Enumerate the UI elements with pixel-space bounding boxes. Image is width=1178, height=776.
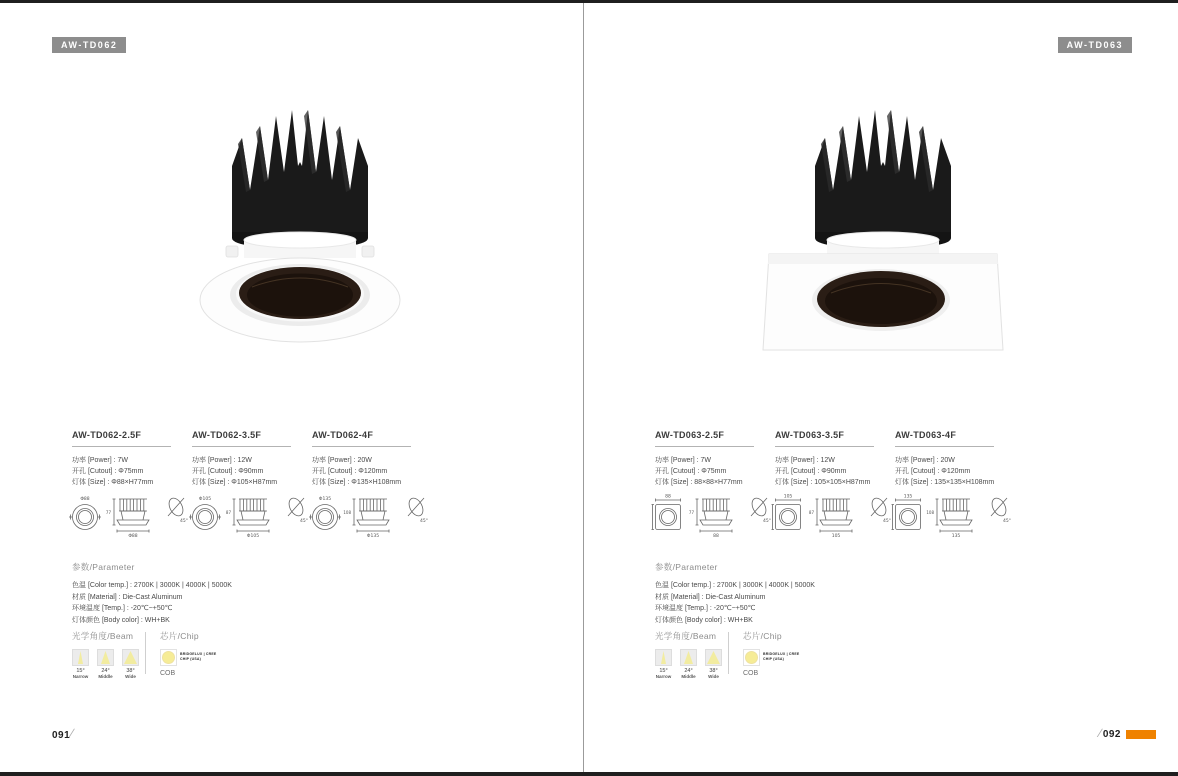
heatsink-fins: [815, 110, 951, 234]
beam-option-narrow: [72, 649, 89, 679]
model-column: [655, 430, 759, 488]
parameter-line-bodycolor: 灯体颜色 [Body color] : WH+BK: [655, 616, 753, 624]
spec-cutout: 开孔 [Cutout] : Φ75mm: [72, 468, 144, 475]
top-view-drawing: [652, 499, 681, 530]
beam-section-title: 光学角度/Beam: [655, 631, 717, 641]
beam-label: Middle: [98, 674, 113, 679]
side-view-drawing: [936, 499, 973, 533]
page-footer: [1098, 727, 1156, 741]
model-name: AW-TD062-2.5F: [72, 430, 171, 447]
beam-angle: 15°: [76, 668, 85, 674]
dim-height-label: 77: [105, 510, 111, 515]
dim-base-label: Φ135: [366, 534, 380, 538]
dim-height-label: 108: [926, 510, 934, 515]
tilt-angle-label: 45°: [180, 519, 188, 524]
model-column: [312, 430, 416, 488]
model-column: [192, 430, 296, 488]
spec-power: 功率 [Power] : 12W: [775, 457, 835, 464]
parameter-title: 参数/Parameter: [655, 562, 718, 572]
chip-type: COB: [743, 670, 759, 677]
product-series-badge: AW-TD062: [52, 37, 126, 53]
beam-option-middle: [680, 649, 697, 679]
beam-angle: 15°: [659, 668, 668, 674]
dim-width-label: Φ88: [80, 497, 90, 502]
chip-brand-line: CHIP (USA): [763, 656, 784, 661]
cob-chip-icon: [743, 649, 760, 666]
page-number: 091: [52, 730, 71, 741]
chip-section: [743, 630, 833, 677]
tilt-angle-label: 45°: [420, 519, 428, 524]
top-view-drawing: [69, 505, 101, 530]
chip-section-title: 芯片/Chip: [160, 631, 199, 641]
page-number: 092: [1102, 728, 1121, 740]
dim-width-label: Φ105: [198, 497, 212, 502]
parameter-section: [72, 561, 372, 626]
tilt-angle-icon: [869, 496, 889, 518]
beam-section: [655, 630, 725, 679]
tilt-angle-label: 45°: [883, 519, 891, 524]
reflector-recess: [812, 269, 950, 331]
parameter-line-temp: 环境温度 [Temp.] : -20℃~+50℃: [655, 605, 756, 612]
dimension-drawing: [308, 492, 435, 538]
side-view-drawing: [696, 499, 733, 533]
tilt-angle-icon: [989, 496, 1009, 518]
dim-base-label: Φ88: [128, 534, 138, 538]
beam-label: Narrow: [72, 674, 89, 679]
spec-cutout: 开孔 [Cutout] : Φ90mm: [775, 468, 847, 475]
spec-cutout: 开孔 [Cutout] : Φ120mm: [312, 468, 388, 475]
heatsink-fins: [232, 110, 368, 234]
model-name: AW-TD063-4F: [895, 430, 994, 447]
parameter-title: 参数/Parameter: [72, 562, 135, 572]
spec-size: 灯体 [Size] : 135×135×H108mm: [895, 479, 995, 486]
beam-section: [72, 630, 142, 679]
parameter-line-material: 材质 [Material] : Die-Cast Aluminum: [655, 593, 766, 601]
spec-size: 灯体 [Size] : 105×105×H87mm: [775, 479, 871, 486]
beam-narrow-icon: [655, 649, 672, 666]
model-name: AW-TD062-3.5F: [192, 430, 291, 447]
dim-height-label: 87: [225, 510, 231, 515]
tilt-angle-icon: [749, 496, 769, 518]
dimension-drawing: [891, 492, 1018, 538]
spec-size: 灯体 [Size] : Φ88×H77mm: [72, 479, 154, 486]
side-view-drawing: [113, 499, 150, 533]
beam-middle-icon: [97, 649, 114, 666]
model-column: [895, 430, 999, 488]
model-name: AW-TD063-2.5F: [655, 430, 754, 447]
spec-power: 功率 [Power] : 12W: [192, 457, 252, 464]
top-view-drawing: [189, 505, 221, 530]
footer-accent-bar: [1126, 730, 1156, 739]
chip-brand-line: BRIDGELUX | CREE: [763, 652, 800, 656]
dim-width-label: 135: [903, 494, 913, 500]
beam-option-narrow: [655, 649, 672, 679]
beam-narrow-icon: [72, 649, 89, 666]
dimension-drawing: [188, 492, 315, 538]
beam-wide-icon: [122, 649, 139, 666]
chip-section: [160, 630, 250, 677]
chip-brand-line: BRIDGELUX | CREE: [180, 652, 217, 656]
beam-option-wide: [122, 649, 139, 679]
beam-angle: 38°: [126, 668, 135, 674]
parameter-line-temp: 环境温度 [Temp.] : -20℃~+50℃: [72, 605, 173, 612]
tilt-angle-icon: [166, 496, 186, 518]
chip-section-title: 芯片/Chip: [743, 631, 782, 641]
beam-chip-divider: [728, 632, 729, 674]
dimension-drawing: [651, 492, 778, 538]
beam-section-title: 光学角度/Beam: [72, 631, 134, 641]
dimension-drawing: [771, 492, 898, 538]
spec-power: 功率 [Power] : 20W: [895, 457, 955, 464]
beam-angle: 38°: [709, 668, 718, 674]
beam-label: Middle: [681, 674, 696, 679]
parameter-line-colortemp: 色温 [Color temp.] : 2700K | 3000K | 4000K | 5000K: [655, 582, 815, 589]
beam-angle: 24°: [101, 668, 110, 674]
dimension-drawing: [68, 492, 195, 538]
model-column: [72, 430, 176, 488]
dim-base-label: 88: [713, 534, 719, 538]
model-name: AW-TD062-4F: [312, 430, 411, 447]
dim-width-label: 88: [665, 494, 671, 500]
beam-middle-icon: [680, 649, 697, 666]
side-view-drawing: [816, 499, 853, 533]
product-photo-square-downlight: [751, 88, 1015, 360]
trim-collar: [827, 232, 939, 254]
spec-size: 灯体 [Size] : Φ105×H87mm: [192, 479, 278, 486]
dim-base-label: Φ105: [246, 534, 260, 538]
tilt-angle-label: 45°: [763, 519, 771, 524]
spec-cutout: 开孔 [Cutout] : Φ90mm: [192, 468, 264, 475]
model-column: [775, 430, 879, 488]
beam-label: Wide: [708, 674, 719, 679]
beam-label: Narrow: [655, 674, 672, 679]
spec-size: 灯体 [Size] : 88×88×H77mm: [655, 479, 743, 486]
page-number-slash: ∕: [1099, 726, 1102, 740]
dim-base-label: 135: [951, 534, 961, 538]
chip-type: COB: [160, 670, 176, 677]
spec-power: 功率 [Power] : 20W: [312, 457, 372, 464]
dim-height-label: 87: [808, 510, 814, 515]
tilt-angle-icon: [286, 496, 306, 518]
dim-height-label: 77: [688, 510, 694, 515]
beam-option-middle: [97, 649, 114, 679]
top-view-drawing: [772, 499, 801, 530]
parameter-line-material: 材质 [Material] : Die-Cast Aluminum: [72, 593, 183, 601]
cob-chip-icon: [160, 649, 177, 666]
beam-option-wide: [705, 649, 722, 679]
dim-width-label: 105: [783, 494, 793, 500]
side-view-drawing: [353, 499, 390, 533]
spec-cutout: 开孔 [Cutout] : Φ120mm: [895, 468, 971, 475]
chip-brand-line: CHIP (USA): [180, 656, 201, 661]
page-right: [583, 0, 1178, 776]
model-name: AW-TD063-3.5F: [775, 430, 874, 447]
parameter-line-colortemp: 色温 [Color temp.] : 2700K | 3000K | 4000K | 5000K: [72, 582, 232, 589]
tilt-angle-label: 45°: [300, 519, 308, 524]
product-photo-round-downlight: [168, 88, 432, 360]
side-view-drawing: [233, 499, 270, 533]
page-left: [0, 0, 583, 776]
beam-wide-icon: [705, 649, 722, 666]
spec-power: 功率 [Power] : 7W: [72, 457, 129, 464]
page-footer: [52, 727, 75, 741]
beam-label: Wide: [125, 674, 136, 679]
tilt-angle-label: 45°: [1003, 519, 1011, 524]
page-number-slash: ∕: [71, 726, 74, 740]
parameter-line-bodycolor: 灯体颜色 [Body color] : WH+BK: [72, 616, 170, 624]
beam-angle: 24°: [684, 668, 693, 674]
beam-chip-divider: [145, 632, 146, 674]
top-view-drawing: [309, 505, 341, 530]
dim-base-label: 105: [831, 534, 841, 538]
tilt-angle-icon: [406, 496, 426, 518]
reflector-recess: [239, 267, 361, 319]
top-view-drawing: [892, 499, 921, 530]
product-series-badge: AW-TD063: [1058, 37, 1132, 53]
spec-cutout: 开孔 [Cutout] : Φ75mm: [655, 468, 727, 475]
dim-height-label: 108: [343, 510, 351, 515]
dim-width-label: Φ135: [318, 497, 332, 502]
spec-power: 功率 [Power] : 7W: [655, 457, 712, 464]
parameter-section: [655, 561, 955, 626]
spec-size: 灯体 [Size] : Φ135×H108mm: [312, 479, 402, 486]
